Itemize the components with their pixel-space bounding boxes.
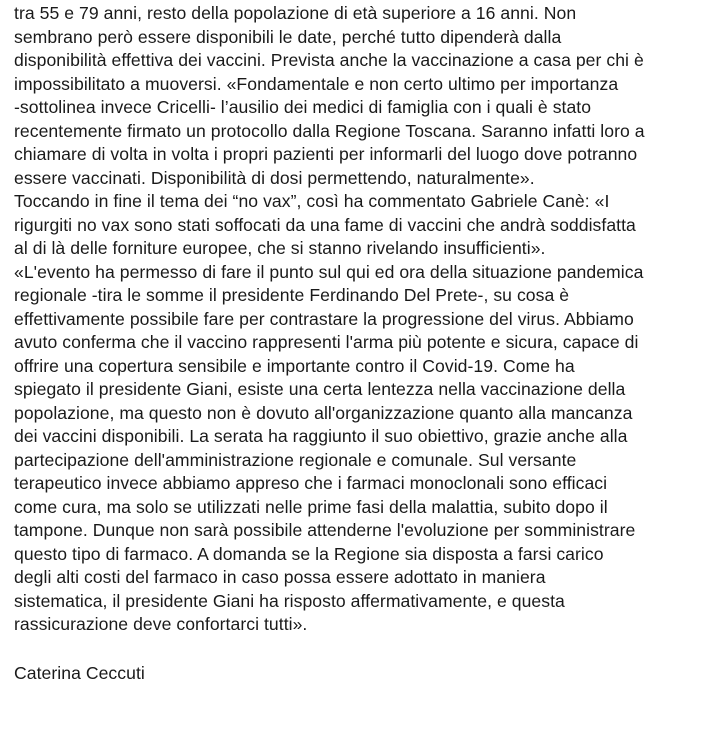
- article-body: [14, 2, 720, 686]
- text-line: essere vaccinati. Disponibilità di dosi permettendo, naturalmente».: [14, 167, 535, 188]
- text-line: regionale -tira le somme il presidente Ferdinando Del Prete-, su cosa è: [14, 285, 570, 305]
- text-line: partecipazione dell'amministrazione regionale e comunale. Sul versante: [14, 449, 577, 470]
- text-line: impossibilitato a muoversi. «Fondamentale e non certo ultimo per importanza: [14, 73, 619, 94]
- text-line: sembrano però essere disponibili le date, perché tutto dipenderà dalla: [14, 26, 562, 47]
- text-line: offrire una copertura sensibile e importante contro il Covid-19. Come ha: [14, 355, 575, 376]
- text-line: tampone. Dunque non sarà possibile attenderne l'evoluzione per somministrare: [14, 520, 636, 540]
- text-line: spiegato il presidente Giani, esiste una certa lentezza nella vaccinazione della: [14, 379, 626, 399]
- text-line: rigurgiti no vax sono stati soffocati da una fame di vaccini che andrà soddisfatta: [14, 214, 636, 235]
- text-line: sistematica, il presidente Giani ha risposto affermativamente, e questa: [14, 590, 565, 611]
- text-line: -sottolinea invece Cricelli- l’ausilio dei medici di famiglia con i quali è stato: [14, 97, 592, 117]
- text-line: terapeutico invece abbiamo appreso che i farmaci monoclonali sono efficaci: [14, 473, 608, 493]
- text-line: tra 55 e 79 anni, resto della popolazione di età superiore a 16 anni. Non: [14, 3, 577, 23]
- author-signature: Caterina Ceccuti: [14, 663, 145, 683]
- text-line: come cura, ma solo se utilizzati nelle prime fasi della malattia, subito dopo il: [14, 496, 608, 517]
- text-line: degli alti costi del farmaco in caso possa essere adottato in maniera: [14, 567, 546, 587]
- text-line: effettivamente possibile fare per contrastare la progressione del virus. Abbiamo: [14, 308, 634, 329]
- text-line: recentemente firmato un protocollo dalla Regione Toscana. Saranno infatti loro a: [14, 120, 645, 141]
- text-line: rassicurazione deve confortarci tutti».: [14, 614, 308, 634]
- text-line: «L'evento ha permesso di fare il punto sul qui ed ora della situazione pandemica: [14, 261, 644, 282]
- paragraph-vaccination-plan: [14, 2, 720, 190]
- text-line: popolazione, ma questo non è dovuto all'organizzazione quanto alla mancanza: [14, 402, 633, 423]
- text-line: Toccando in fine il tema dei “no vax”, così ha commentato Gabriele Canè: «I: [14, 191, 610, 211]
- text-line: al di là delle forniture europee, che si stanno rivelando insufficienti».: [14, 238, 546, 258]
- paragraph-president-quote: [14, 261, 720, 637]
- text-line: questo tipo di farmaco. A domanda se la Regione sia disposta a farsi carico: [14, 543, 604, 564]
- text-line: dei vaccini disponibili. La serata ha raggiunto il suo obiettivo, grazie anche alla: [14, 426, 628, 446]
- text-line: avuto conferma che il vaccino rappresenti l'arma più potente e sicura, capace di: [14, 332, 639, 352]
- paragraph-no-vax: [14, 190, 720, 261]
- paragraph-spacer: [14, 637, 720, 661]
- text-line: disponibilità effettiva dei vaccini. Prevista anche la vaccinazione a casa per chi è: [14, 50, 644, 70]
- text-line: chiamare di volta in volta i propri pazienti per informarli del luogo dove potranno: [14, 144, 638, 164]
